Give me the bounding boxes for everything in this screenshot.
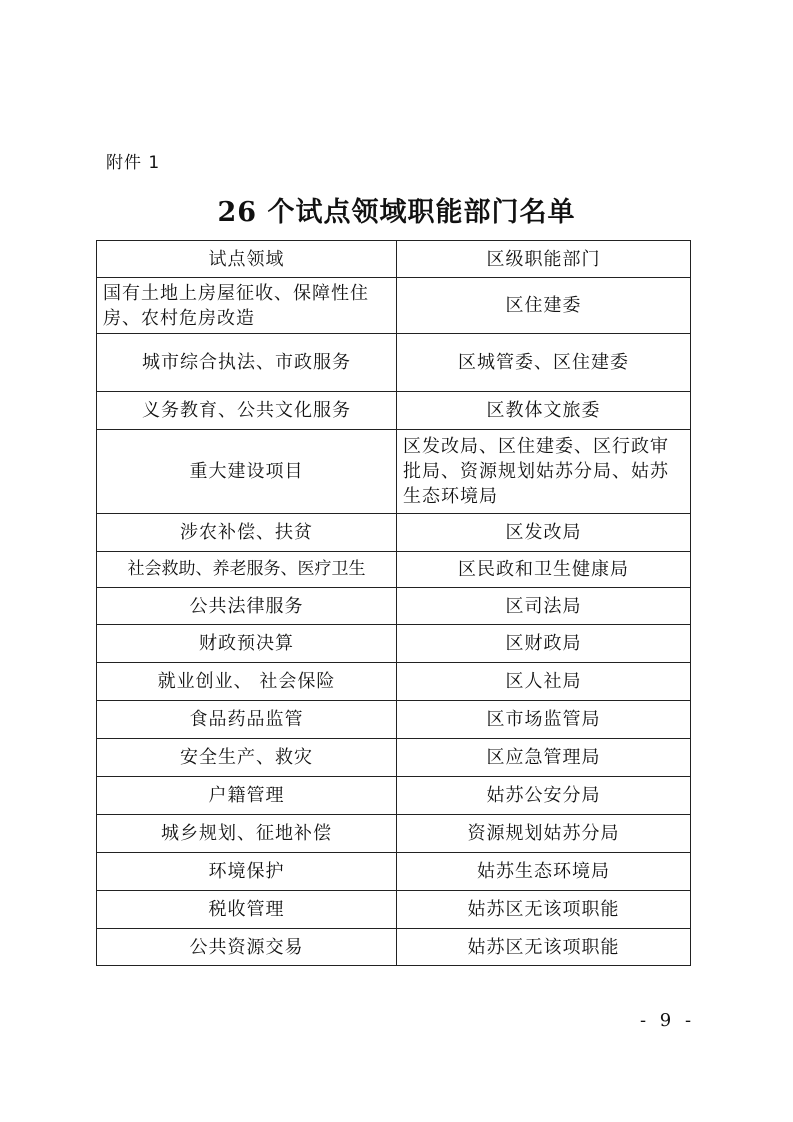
table-row — [97, 777, 691, 815]
column-header-field: 试点领域 — [97, 241, 397, 278]
department-cell: 区市场监管局 — [397, 701, 691, 739]
attachment-label: 附件 1 — [106, 153, 161, 173]
field-cell: 社会救助、养老服务、医疗卫生 — [97, 552, 397, 588]
table-row — [97, 815, 691, 853]
field-cell: 重大建设项目 — [97, 430, 397, 514]
department-cell: 资源规划姑苏分局 — [397, 815, 691, 853]
table-row — [97, 278, 691, 334]
table-row — [97, 929, 691, 966]
field-cell: 食品药品监管 — [97, 701, 397, 739]
department-cell: 区应急管理局 — [397, 739, 691, 777]
department-cell: 姑苏区无该项职能 — [397, 891, 691, 929]
department-cell: 区司法局 — [397, 588, 691, 625]
department-cell: 区民政和卫生健康局 — [397, 552, 691, 588]
field-cell: 户籍管理 — [97, 777, 397, 815]
field-cell: 涉农补偿、扶贫 — [97, 514, 397, 552]
department-cell: 区发改局、区住建委、区行政审批局、资源规划姑苏分局、姑苏生态环境局 — [397, 430, 691, 514]
table-row — [97, 663, 691, 701]
table-row — [97, 588, 691, 625]
table-row — [97, 853, 691, 891]
table-row — [97, 891, 691, 929]
field-cell: 就业创业、 社会保险 — [97, 663, 397, 701]
table-row — [97, 392, 691, 430]
field-cell: 城市综合执法、市政服务 — [97, 334, 397, 392]
field-cell: 财政预决算 — [97, 625, 397, 663]
department-cell: 区住建委 — [397, 278, 691, 334]
department-cell: 姑苏生态环境局 — [397, 853, 691, 891]
field-cell: 公共法律服务 — [97, 588, 397, 625]
department-cell: 区人社局 — [397, 663, 691, 701]
field-cell: 安全生产、救灾 — [97, 739, 397, 777]
department-cell: 姑苏区无该项职能 — [397, 929, 691, 966]
department-table — [96, 240, 691, 966]
table-row — [97, 514, 691, 552]
field-cell: 环境保护 — [97, 853, 397, 891]
page-number: - 9 - — [640, 1010, 696, 1031]
department-cell: 区教体文旅委 — [397, 392, 691, 430]
field-cell: 义务教育、公共文化服务 — [97, 392, 397, 430]
table-row — [97, 701, 691, 739]
field-cell: 国有土地上房屋征收、保障性住房、农村危房改造 — [97, 278, 397, 334]
field-cell: 公共资源交易 — [97, 929, 397, 966]
column-header-department: 区级职能部门 — [397, 241, 691, 278]
table-row — [97, 625, 691, 663]
table-header-row — [97, 241, 691, 278]
department-cell: 区财政局 — [397, 625, 691, 663]
field-cell: 税收管理 — [97, 891, 397, 929]
department-cell: 姑苏公安分局 — [397, 777, 691, 815]
document-title: 26 个试点领域职能部门名单 — [217, 197, 576, 228]
department-cell: 区发改局 — [397, 514, 691, 552]
field-cell: 城乡规划、征地补偿 — [97, 815, 397, 853]
table-row — [97, 430, 691, 514]
table-row — [97, 552, 691, 588]
table-row — [97, 334, 691, 392]
department-cell: 区城管委、区住建委 — [397, 334, 691, 392]
table-row — [97, 739, 691, 777]
